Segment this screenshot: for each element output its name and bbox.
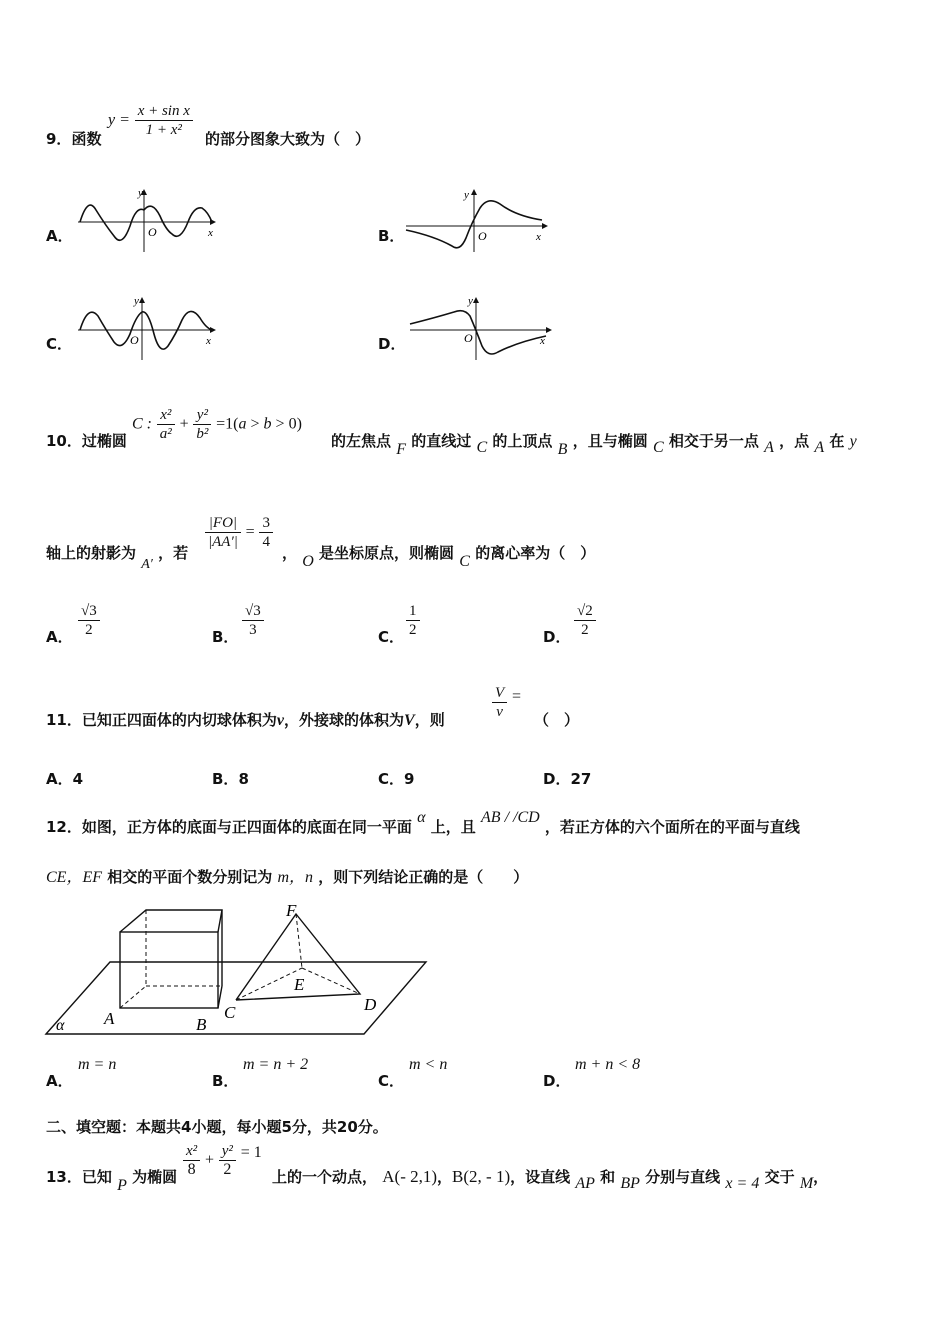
q10-C2: C: [652, 439, 664, 456]
cube-front-face: [120, 932, 218, 1008]
q13-line: x = 4: [725, 1175, 760, 1192]
q10-t11: 是坐标原点，则椭圆: [319, 544, 455, 562]
q13-frac2-den: 2: [223, 1161, 232, 1178]
q13-sep: ，: [437, 1168, 453, 1186]
y-label: y: [138, 187, 143, 199]
q11-blank: （ ）: [534, 711, 580, 729]
q10-t6: 相交于另一点: [668, 432, 759, 450]
q13-point-a: A(- 2,1): [382, 1167, 438, 1186]
q12-t1: 如图，正方体的底面与正四面体的底面在同一平面: [81, 818, 412, 836]
cube-top-edges: [120, 910, 222, 932]
q10-option-b-num: √3: [242, 602, 264, 621]
q13-plus: +: [204, 1151, 214, 1169]
q10-option-a-den: 2: [85, 622, 93, 638]
q10-line2: [46, 542, 189, 572]
q10-y: y: [849, 433, 857, 450]
q13-lead: [46, 1166, 178, 1194]
q10-option-b-label: B．: [212, 628, 239, 646]
q9-formula-num: x + sin x: [135, 102, 193, 121]
q13-AP: AP: [575, 1175, 595, 1192]
q10-option-c-label: C．: [378, 628, 405, 646]
q11-option-c-label: C．: [378, 770, 405, 788]
y-label: y: [468, 295, 473, 307]
q11-option-d: [543, 768, 591, 789]
q10-ratio-den: |AA′|: [208, 534, 238, 550]
q10-option-c: [406, 602, 420, 639]
q13-frac1-den: 8: [187, 1161, 196, 1178]
y-label: y: [464, 189, 469, 201]
q11-option-c-value: 9: [404, 770, 415, 788]
q12-option-b-expr: m = n + 2: [243, 1056, 309, 1073]
q10-option-a-label: A．: [46, 628, 73, 646]
origin-label: O: [478, 229, 487, 243]
curve: [410, 311, 546, 354]
q10-ratio: [205, 514, 273, 551]
q12-option-a-label: A．: [46, 1072, 73, 1090]
q10-option-b-den: 3: [249, 622, 257, 638]
q13-t2: 为椭圆: [132, 1168, 178, 1186]
q10-eq: =: [245, 523, 255, 541]
label-D: D: [364, 995, 377, 1014]
q10-t10: ，若: [158, 544, 189, 562]
x-axis-arrow-icon: [542, 223, 548, 229]
q11-option-d-value: 27: [570, 770, 592, 788]
q11-option-d-label: D．: [543, 770, 571, 788]
q11-frac-den: v: [496, 704, 503, 720]
q10-A2: A: [814, 439, 825, 456]
q12-option-b-label: B．: [212, 1072, 239, 1090]
q10-t3: 的直线过: [411, 432, 472, 450]
origin-label: O: [130, 333, 139, 347]
label-B: B: [196, 1015, 207, 1034]
q10-val-den: 4: [262, 534, 270, 550]
q13-number: 13．: [46, 1168, 82, 1186]
origin-label: O: [464, 331, 473, 345]
q10-t1: 过椭圆: [81, 432, 127, 450]
label-alpha: α: [56, 1017, 65, 1034]
q12-line1: [46, 809, 800, 837]
q9-option-a-label: A．: [46, 227, 73, 245]
q10-option-a: [78, 602, 100, 639]
q10-line2-rest: [282, 542, 596, 570]
x-label: x: [208, 227, 213, 239]
q12-number: 12．: [46, 818, 82, 836]
q11-line: [46, 709, 445, 730]
label-C: C: [224, 1003, 236, 1022]
q12-lines: CE，EF: [46, 869, 102, 886]
cube: [120, 910, 222, 1008]
q12-parallel: AB / /CD: [481, 809, 540, 826]
q9-option-c-label: C．: [46, 335, 73, 353]
q12-option-c-expr: m < n: [409, 1056, 448, 1073]
q10-ratio-num: |FO|: [205, 514, 241, 533]
q10-t9: 轴上的射影为: [46, 544, 137, 562]
q11-frac-num: V: [492, 684, 507, 703]
label-A: A: [104, 1009, 115, 1028]
q9-formula-y: y =: [108, 111, 130, 129]
q10-t8: 在: [829, 432, 845, 450]
q11-v: v: [276, 712, 284, 729]
q13-t8: ，: [813, 1168, 829, 1186]
y-axis-arrow-icon: [473, 297, 479, 303]
q10-option-d-den: 2: [581, 622, 589, 638]
q9-graph-d: [408, 294, 554, 362]
q10-option-c-den: 2: [409, 622, 417, 638]
q9-number: 9．: [46, 130, 72, 148]
q11-t3: ，则: [414, 711, 445, 729]
q9-graph-c: [76, 294, 218, 362]
q10-t4: 的上顶点: [492, 432, 553, 450]
q10-ellipse: C : $\frac{\text{x²}}{\text{a²}}$ + $\frac{\text{y²}}{\text{b²}}$ =1(a > b > 0): [132, 407, 302, 442]
q13-P: P: [117, 1177, 127, 1194]
q10-t12: 的离心率为（ ）: [475, 544, 596, 562]
q10-val-num: 3: [259, 514, 273, 533]
x-label: x: [206, 335, 211, 347]
q11-option-b-label: B．: [212, 770, 239, 788]
q11-option-a-value: 4: [72, 770, 84, 788]
q13-t6: 分别与直线: [645, 1168, 721, 1186]
section2-heading: 二、填空题：本题共4小题，每小题5分，共20分。: [46, 1118, 388, 1136]
q11-V: V: [404, 712, 415, 729]
q11-option-b: [212, 768, 249, 789]
origin-label: O: [148, 225, 157, 239]
q9-formula-den: 1 + x²: [145, 122, 182, 138]
q12-line2: [46, 864, 528, 887]
y-label: y: [134, 295, 139, 307]
q11-t1: 已知正四面体的内切球体积为: [81, 711, 277, 729]
q12-option-a-expr: m = n: [78, 1056, 117, 1073]
y-axis-arrow-icon: [139, 297, 145, 303]
q12-option-d-label: D．: [543, 1072, 571, 1090]
q12-t5: ，则下列结论正确的是（ ）: [318, 868, 529, 886]
q11-option-a: [46, 768, 83, 789]
q13-rest: [272, 1166, 829, 1192]
q10-C: C: [476, 439, 488, 456]
q13-ellipse: [183, 1142, 262, 1179]
q10-option-b: [242, 602, 264, 639]
x-label: x: [536, 231, 541, 243]
q13-frac1-num: x²: [183, 1142, 200, 1161]
q10-B: B: [557, 441, 568, 458]
q9-lead: 函数: [71, 130, 102, 148]
q12-figure: [42, 898, 434, 1038]
q10-O: O: [302, 553, 314, 570]
q9-line: [46, 128, 101, 149]
q11-fraction: [492, 684, 521, 721]
q10-comma: ，: [282, 544, 298, 562]
q13-BP: BP: [620, 1175, 640, 1192]
q10-number-lead: [46, 430, 127, 451]
q10-line1-rest: [331, 430, 857, 458]
q10-number: 10．: [46, 432, 82, 450]
q11-t2: ，外接球的体积为: [284, 711, 405, 729]
q13-t3: 上的一个动点，: [272, 1168, 378, 1186]
label-F: F: [286, 901, 297, 920]
q10-option-c-num: 1: [406, 602, 420, 621]
q10-F: F: [396, 441, 407, 458]
label-E: E: [294, 975, 305, 994]
q11-eq: =: [511, 687, 521, 705]
q13-t5: 和: [600, 1168, 616, 1186]
q13-eq1: = 1: [240, 1144, 262, 1161]
q11-option-a-label: A．: [46, 770, 73, 788]
q9-formula-fraction: [135, 102, 193, 139]
q12-t4: 相交的平面个数分别记为: [107, 868, 273, 886]
q11-option-c: [378, 768, 414, 789]
q13-t7: 交于: [764, 1168, 795, 1186]
q10-t2: 的左焦点: [331, 432, 392, 450]
q12-t2: 上，且: [430, 818, 476, 836]
y-axis-arrow-icon: [471, 189, 477, 195]
q13-point-b: B(2, - 1): [452, 1167, 511, 1186]
curve: [80, 205, 212, 240]
q9-graph-b: [404, 186, 550, 254]
q10-option-a-num: √3: [78, 602, 100, 621]
q13-frac2-num: y²: [219, 1142, 236, 1161]
q11-number: 11．: [46, 711, 82, 729]
q13-t1: 已知: [81, 1168, 112, 1186]
q10-option-d: [574, 602, 596, 639]
q12-option-d-expr: m + n < 8: [575, 1056, 641, 1073]
q13-t4: ，设直线: [510, 1168, 571, 1186]
x-label: x: [540, 335, 545, 347]
q10-A: A: [764, 439, 774, 456]
x-axis-arrow-icon: [546, 327, 552, 333]
q12-alpha: α: [417, 809, 426, 826]
q9-option-d-label: D．: [378, 335, 406, 353]
q12-mn: m，n: [277, 869, 314, 886]
q10-A-prime: A′: [141, 557, 153, 572]
q10-C3: C: [459, 553, 470, 570]
q12-option-c-label: C．: [378, 1072, 405, 1090]
q10-t5: ，且与椭圆: [572, 432, 648, 450]
q10-t7: ，点: [779, 432, 810, 450]
q13-M: M: [799, 1175, 814, 1192]
cube-hidden-edges: [120, 910, 222, 1008]
q9-formula: [108, 102, 193, 139]
q9-graph-a: [76, 186, 218, 254]
q10-option-d-num: √2: [574, 602, 596, 621]
q12-t3: ，若正方体的六个面所在的平面与直线: [544, 818, 800, 836]
q11-option-b-value: 8: [238, 770, 249, 788]
q9-option-b-label: B．: [378, 227, 405, 245]
q10-option-d-label: D．: [543, 628, 571, 646]
q9-tail: 的部分图象大致为（ ）: [205, 130, 371, 148]
